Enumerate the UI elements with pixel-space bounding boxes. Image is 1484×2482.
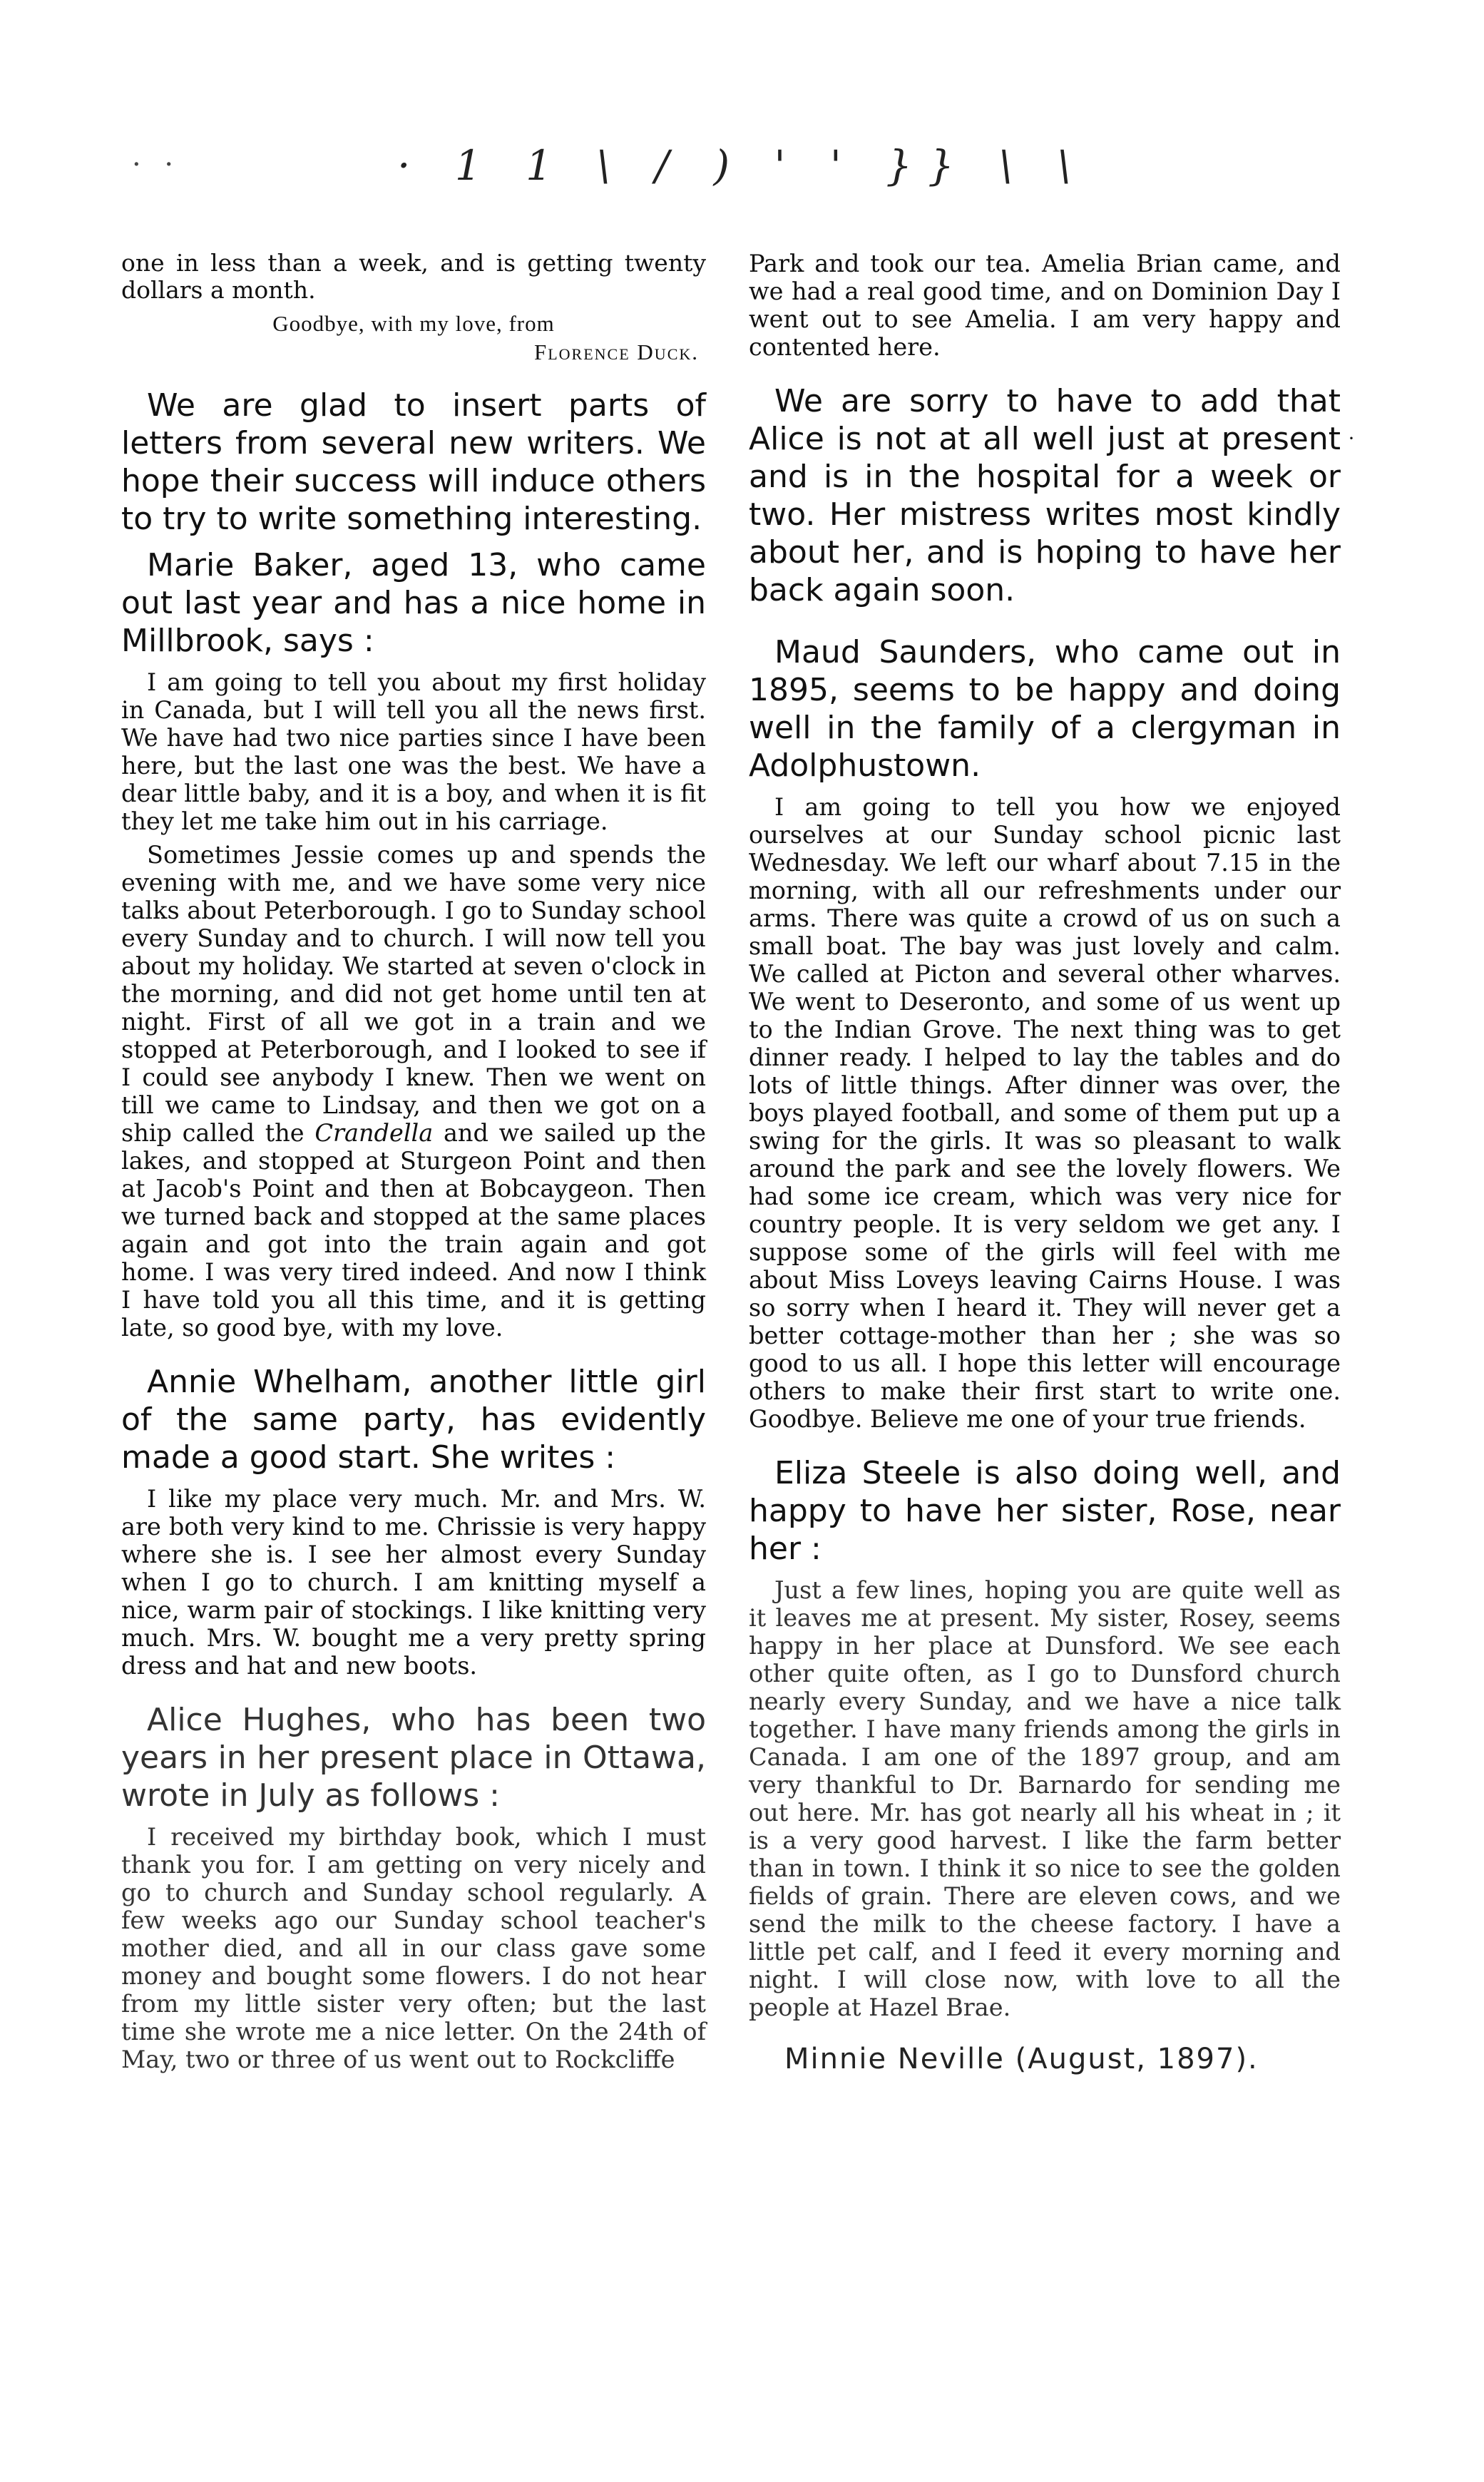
marie-para-2-before: Sometimes Jessie comes up and spends the evening with me, and we have some very nice talks about Peterborough. I go to Sunday school every Sunday and to church. I will now tell you about my holiday. We started at seven o'clock in the morning, and did not get home until ten at night. First of all we got in a train and we stopped at Peterborough, and I looked to see if I could see anybody I knew. Then we went on till we came to Lindsay, and then we got on a ship called the xyxy=(121,841,706,1147)
alice-hospital-note: We are sorry to have to add that Alice is not at all well just at present and is in the hospital for a week or two. Her mistress writes most kindly about her, and is hoping to have her back again soon. xyxy=(749,383,1341,608)
annie-letter: I like my place very much. Mr. and Mrs. W. are both very kind to me. Chrissie is very happy where she is. I see her almost every Sunday when I go to church. I am knitting myself a nice, warm pair of stockings. I like knitting very much. Mrs. W. bought me a very pretty spring dress and hat and new boots. xyxy=(121,1485,706,1680)
maud-letter: I am going to tell you how we enjoyed ourselves at our Sunday school picnic last Wednesday. We left our wharf about 7.15 in the morning, with all our refreshments under our arms. There was quite a crowd of us on such a small boat. The bay was just lovely and calm. We called at Picton and several other wharves. We went to Deseronto, and some of us went up to the Indian Grove. The next thing was to get dinner ready. I helped to lay the tables and do lots of little things. After dinner was over, the boys played football, and some of them put up a swing for the girls. It was so pleasant to walk around the park and see the lovely flowers. We had some ice cream, which was very nice for country people. It is very seldom we get any. I suppose some of the girls will feel with me about Miss Loveys leaving Cairns House. I was so sorry when I heard it. They will never get a better cottage-mother than her ; she was so good to us all. I hope this letter will encourage others to make their first start to write one. Goodbye. Believe me one of your true friends. xyxy=(749,793,1341,1433)
marie-para-2-after: and we sailed up the lakes, and stopped at Sturgeon Point and then at Jacob's Point and then at Bobcaygeon. Then we turned back and stopped at the same places again and got into the train again and got home. I was very tired indeed. And now I think I have told you all this time, and it is getting late, so good bye, with my love. xyxy=(121,1119,707,1342)
annie-intro: Annie Whelham, another little girl of the same party, has evidently made a good start. She writes : xyxy=(121,1364,706,1476)
ship-name: Crandella xyxy=(314,1119,434,1147)
alice-letter-continued: Park and took our tea. Amelia Brian came, and we had a real good time, and on Dominion Day I went out to see Amelia. I am very happy and contented here. xyxy=(749,250,1341,361)
margin-dot: · xyxy=(1348,427,1355,450)
running-head: · 1 1 \ / ) ' ' }} \ \ xyxy=(396,141,1088,190)
left-column xyxy=(121,250,706,2079)
header-mark: · · xyxy=(132,148,181,181)
eliza-letter: Just a few lines, hoping you are quite well as it leaves me at present. My sister, Rosey, seems happy in her place at Dunsford. We see each other quite often, as I go to Dunsford church nearly every Sunday, and we have a nice talk together. I have many friends among the girls in Canada. I am one of the 1897 group, and am very thankful to Dr. Barnardo for sending me out here. Mr. has got nearly all his wheat in ; it is a very good harvest. I like the farm better than in town. I think it so nice to see the golden fields of grain. There are eleven cows, and we send the milk to the cheese factory. I have a little pet calf, and I feed it every morning and night. I will close now, with love to all the people at Hazel Brae. xyxy=(749,1576,1341,2021)
marie-intro: Marie Baker, aged 13, who came out last year and has a nice home in Millbrook, says : xyxy=(121,547,706,659)
right-column xyxy=(749,250,1341,2077)
closing-line: Goodbye, with my love, from xyxy=(272,311,555,336)
marie-letter-para-2 xyxy=(121,841,706,1342)
page-header xyxy=(0,141,1484,191)
maud-intro: Maud Saunders, who came out in 1895, seems to be happy and doing well in the family of a clergyman in Adolphustown. xyxy=(749,634,1341,784)
alice-intro: Alice Hughes, who has been two years in her present place in Ottawa, wrote in July as follows : xyxy=(121,1702,706,1814)
signature: Florence Duck. xyxy=(533,339,699,364)
minnie-heading: Minnie Neville (August, 1897). xyxy=(784,2043,1259,2075)
eliza-intro: Eliza Steele is also doing well, and happy to have her sister, Rose, near her : xyxy=(749,1455,1341,1567)
marie-letter-para-1: I am going to tell you about my first holiday in Canada, but I will tell you all the news first. We have had two nice parties since I have been here, but the last one was the best. We have a dear little baby, and it is a boy, and when it is fit they let me take him out in his carriage. xyxy=(121,668,706,835)
editor-intro: We are glad to insert parts of letters from several new writers. We hope their success will induce others to try to write something interesting. xyxy=(121,387,706,537)
alice-letter: I received my birthday book, which I must thank you for. I am getting on very nicely and go to church and Sunday school regularly. A few weeks ago our Sunday school teacher's mother died, and all in our class gave some money and bought some flowers. I do not hear from my little sister very often; but the last time she wrote me a nice letter. On the 24th of May, two or three of us went out to Rockcliffe xyxy=(121,1823,706,2073)
continuation-text: one in less than a week, and is getting twenty dollars a month. xyxy=(121,249,706,304)
